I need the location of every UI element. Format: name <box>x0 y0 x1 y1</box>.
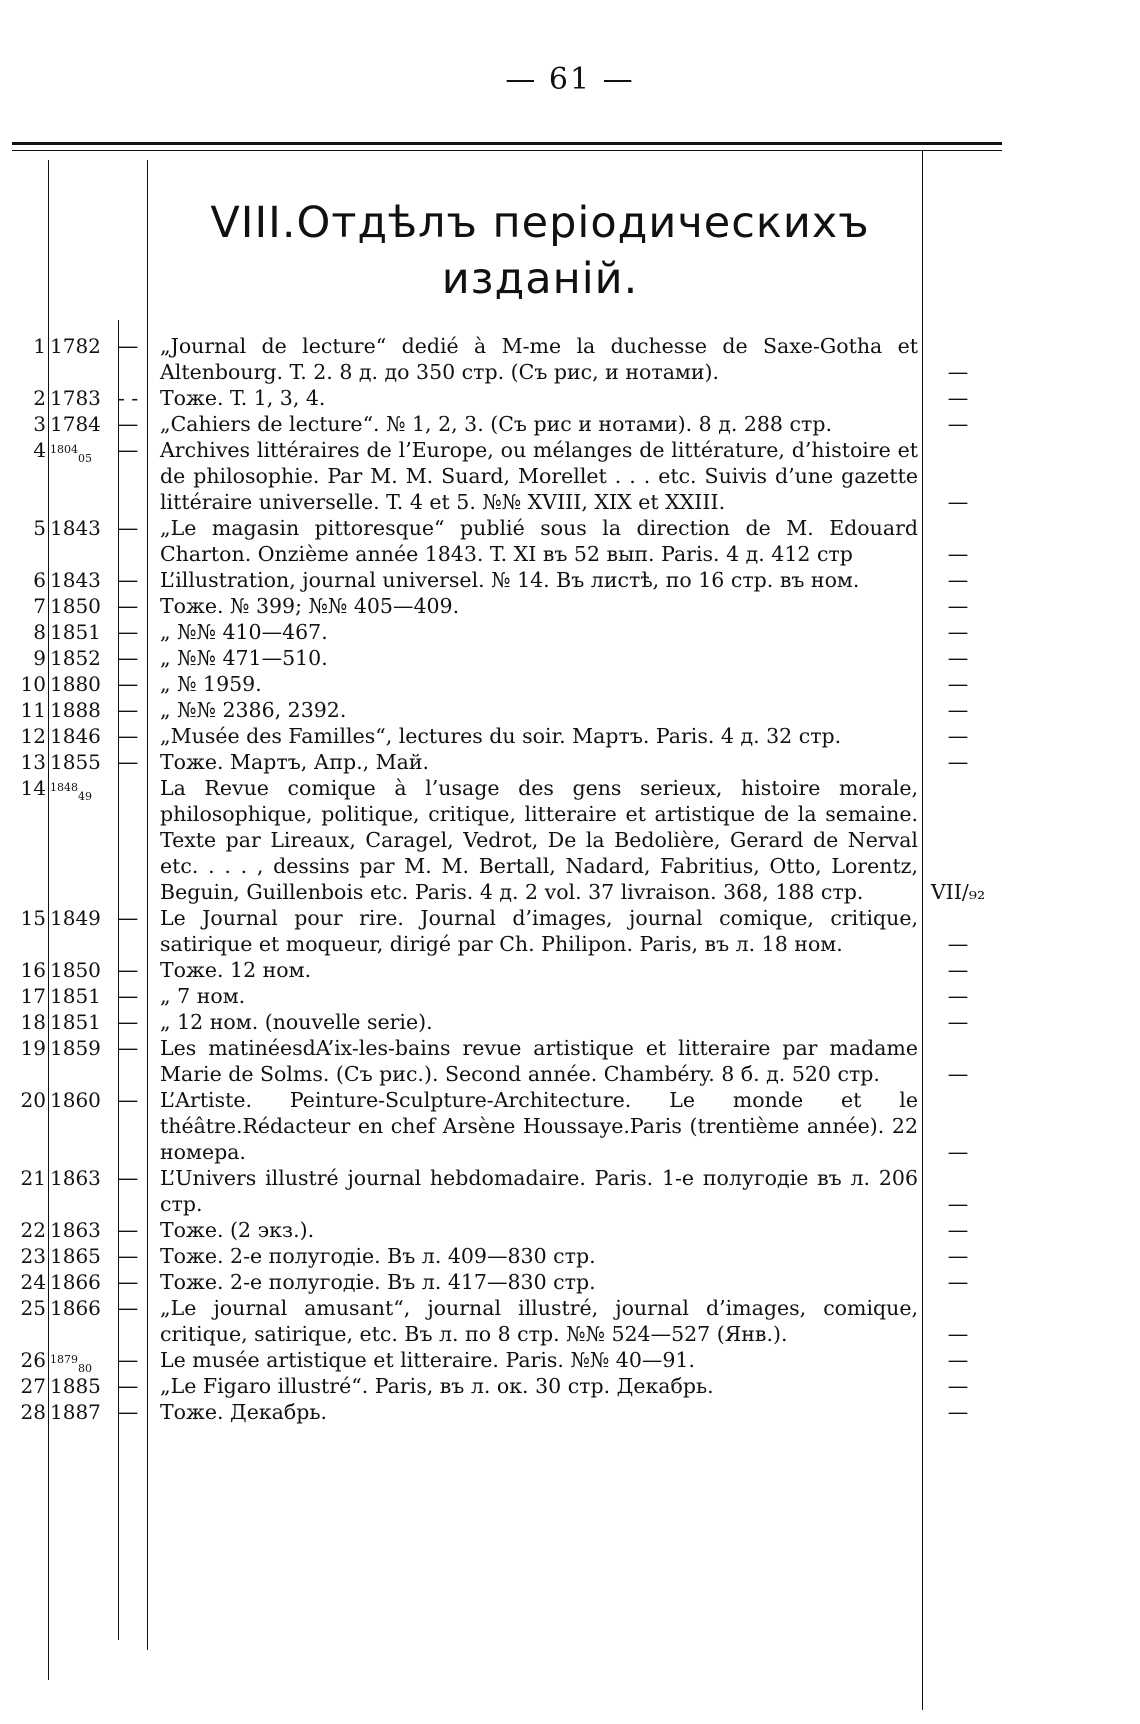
catalog-entry <box>0 1217 1140 1243</box>
entry-year: 1782 <box>50 334 101 358</box>
entry-year: 1863 <box>50 1166 101 1190</box>
entry-number: 28 <box>20 1400 46 1424</box>
entry-description: „Musée des Familles“, lectures du soir. Мартъ. Paris. 4 д. 32 стр. <box>160 724 842 748</box>
entry-shelf-mark: — <box>947 360 969 384</box>
entry-description: „Le Figaro illustré“. Paris, въ л. ок. 30 стр. Декабрь. <box>160 1374 714 1398</box>
section-heading <box>160 195 920 307</box>
page-number: — 61 — <box>505 62 635 97</box>
entry-number: 10 <box>20 672 46 696</box>
catalog-entry <box>0 437 1140 515</box>
entry-shelf-mark: — <box>947 568 969 592</box>
entry-shelf-mark: — <box>947 412 969 436</box>
entry-shelf-mark: — <box>947 1400 969 1424</box>
entry-shelf-mark: — <box>947 958 969 982</box>
entry-dash: — <box>117 334 139 358</box>
catalog-entry <box>0 619 1140 645</box>
entry-year: 1852 <box>50 646 101 670</box>
catalog-entry <box>0 411 1140 437</box>
entry-shelf-mark: — <box>947 1322 969 1346</box>
catalog-entry <box>0 905 1140 957</box>
entry-shelf-mark: — <box>947 750 969 774</box>
entry-shelf-mark: — <box>947 1374 969 1398</box>
entry-year: 1855 <box>50 750 101 774</box>
catalog-entry <box>0 645 1140 671</box>
entry-year: 1843 <box>50 516 101 540</box>
entry-dash: — <box>117 1270 139 1294</box>
catalog-entry <box>0 1035 1140 1087</box>
entry-description: Тоже. T. 1, 3, 4. <box>160 386 326 410</box>
entry-dash: — <box>117 906 139 930</box>
entry-description: Тоже. 2-е полугодіе. Въ л. 417—830 стр. <box>160 1270 596 1294</box>
entry-dash: — <box>117 516 139 540</box>
entry-dash: — <box>117 646 139 670</box>
catalog-entry <box>0 593 1140 619</box>
entry-dash: — <box>117 1348 139 1372</box>
entry-dash: — <box>117 1088 139 1112</box>
entry-description: „Journal de lecture“ dedié à M-me la duchesse de Saxe-Gotha et Altenbourg. T. 2. 8 д. до 350 стр. (Съ рис, и нотами). <box>160 334 918 384</box>
entry-year: $^{1804}_{05}$ <box>50 443 92 465</box>
entry-shelf-mark: — <box>947 724 969 748</box>
catalog-entry <box>0 749 1140 775</box>
entry-number: 9 <box>33 646 46 670</box>
entry-number: 8 <box>33 620 46 644</box>
entry-number: 19 <box>20 1036 46 1060</box>
entry-shelf-mark: — <box>947 1062 969 1086</box>
entry-description: Тоже. № 399; №№ 405—409. <box>160 594 460 618</box>
top-rule <box>12 142 1002 145</box>
entry-shelf-mark: — <box>947 984 969 1008</box>
entry-description: „ №№ 410—467. <box>160 620 328 644</box>
entry-description: „ №№ 471—510. <box>160 646 328 670</box>
entry-number: 15 <box>20 906 46 930</box>
entry-description: Le Journal pour rire. Journal d’images, journal comique, critique, satirique et moqueur, dirigé par Ch. Philipon. Paris, въ л. 18 ном. <box>160 906 918 956</box>
entry-year: 1783 <box>50 386 101 410</box>
entry-shelf-mark: — <box>947 1218 969 1242</box>
entry-number: 26 <box>20 1348 46 1372</box>
entry-year: 1865 <box>50 1244 101 1268</box>
catalog-entry <box>0 1373 1140 1399</box>
entry-shelf-mark: — <box>947 1244 969 1268</box>
catalog-entry <box>0 957 1140 983</box>
catalog-entry <box>0 385 1140 411</box>
top-rule-thin <box>12 150 1002 151</box>
entry-dash: — <box>117 698 139 722</box>
entry-description: „Cahiers de lecture“. № 1, 2, 3. (Съ рис и нотами). 8 д. 288 стр. <box>160 412 832 436</box>
entry-dash: — <box>117 672 139 696</box>
entry-description: Тоже. (2 экз.). <box>160 1218 315 1242</box>
catalog-entry <box>0 983 1140 1009</box>
entry-dash: — <box>117 1166 139 1190</box>
entry-year: 1846 <box>50 724 101 748</box>
entry-shelf-mark: — <box>947 672 969 696</box>
entry-number: 7 <box>33 594 46 618</box>
catalog-entry <box>0 697 1140 723</box>
entry-number: 23 <box>20 1244 46 1268</box>
entry-dash: — <box>117 412 139 436</box>
entry-shelf-mark: VII/₉₂ <box>930 880 986 904</box>
entry-dash: — <box>117 1374 139 1398</box>
entry-year: 1849 <box>50 906 101 930</box>
entry-shelf-mark: — <box>947 594 969 618</box>
entry-dash: — <box>117 1296 139 1320</box>
entry-dash: — <box>117 620 139 644</box>
entry-year: $^{1848}_{49}$ <box>50 781 92 803</box>
entry-number: 13 <box>20 750 46 774</box>
entry-dash: — <box>117 984 139 1008</box>
entry-description: Les matinéesdA’ix-les-bains revue artistique et litteraire par madame Marie de Solms. (Съ рис.). Second année. Chambéry. 8 б. д. 520 стр. <box>160 1036 918 1086</box>
entry-year: 1784 <box>50 412 101 436</box>
catalog-entry <box>0 333 1140 385</box>
entry-shelf-mark: — <box>947 386 969 410</box>
entry-number: 6 <box>33 568 46 592</box>
entry-shelf-mark: — <box>947 646 969 670</box>
entry-description: „Le magasin pittoresque“ publié sous la direction de M. Edouard Charton. Onzième année 1843. T. XI въ 52 вып. Paris. 4 д. 412 стр <box>160 516 918 566</box>
entry-number: 3 <box>33 412 46 436</box>
catalog-entry <box>0 567 1140 593</box>
entry-description: Archives littéraires de l’Europe, ou mélanges de littérature, d’histoire et de philosophie. Par M. M. Suard, Morellet . . . etc. Suivis d’une gazette littéraire universelle. T. 4 et 5. №№ XVIII, XIX et XXIII. <box>160 438 918 514</box>
entry-number: 27 <box>20 1374 46 1398</box>
entry-number: 14 <box>20 776 46 800</box>
entry-year: 1866 <box>50 1270 101 1294</box>
catalog-entry <box>0 1295 1140 1347</box>
entry-year: 1863 <box>50 1218 101 1242</box>
entry-description: Тоже. Мартъ, Апр., Май. <box>160 750 430 774</box>
entry-description: „ №№ 2386, 2392. <box>160 698 347 722</box>
catalog-entry <box>0 1269 1140 1295</box>
entry-year: 1885 <box>50 1374 101 1398</box>
entry-shelf-mark: — <box>947 1348 969 1372</box>
entry-year: 1851 <box>50 1010 101 1034</box>
entry-number: 4 <box>33 438 46 462</box>
catalog-entry <box>0 671 1140 697</box>
entry-dash: — <box>117 1010 139 1034</box>
entry-description: L’Artiste. Peinture-Sculpture-Architecture. Le monde et le théâtre.Rédacteur en chef Arsène Houssaye.Paris (trentième année). 22 номера. <box>160 1088 918 1164</box>
entry-description: „ № 1959. <box>160 672 262 696</box>
entry-number: 5 <box>33 516 46 540</box>
catalog-entry <box>0 1243 1140 1269</box>
catalog-entry <box>0 1165 1140 1217</box>
entry-dash: — <box>117 1218 139 1242</box>
entry-description: La Revue comique à l’usage des gens serieux, histoire morale, philosophique, politique, critique, litteraire et artistique de la semaine. Texte par Lireaux, Caragel, Vedrot, De la Bedolière, Gerard de Nerval etc. . . . , dessins par M. M. Bertall, Nadard, Fabritius, Otto, Lorentz, Beguin, Guillenbois etc. Paris. 4 д. 2 vol. 37 livraison. 368, 188 стр. <box>160 776 918 904</box>
entry-year: 1859 <box>50 1036 101 1060</box>
entry-number: 24 <box>20 1270 46 1294</box>
entry-description: Le musée artistique et litteraire. Paris. №№ 40—91. <box>160 1348 695 1372</box>
entry-shelf-mark: — <box>947 1270 969 1294</box>
entry-year: 1887 <box>50 1400 101 1424</box>
entry-shelf-mark: — <box>947 542 969 566</box>
entry-number: 25 <box>20 1296 46 1320</box>
entry-description: Тоже. 12 ном. <box>160 958 312 982</box>
entry-dash: — <box>117 1400 139 1424</box>
entry-number: 20 <box>20 1088 46 1112</box>
entry-dash: — <box>117 724 139 748</box>
entry-year: 1843 <box>50 568 101 592</box>
entry-dash: — <box>117 594 139 618</box>
catalog-entry <box>0 1399 1140 1425</box>
entry-dash: — <box>117 568 139 592</box>
entry-description: L’illustration, journal universel. № 14. Въ листѣ, по 16 стр. въ ном. <box>160 568 860 592</box>
entry-dash: - - <box>117 386 139 410</box>
entry-shelf-mark: — <box>947 698 969 722</box>
entry-number: 18 <box>20 1010 46 1034</box>
catalog-entry <box>0 1009 1140 1035</box>
entry-dash: — <box>117 1244 139 1268</box>
entry-year: 1850 <box>50 958 101 982</box>
entry-description: „ 12 ном. (nouvelle serie). <box>160 1010 433 1034</box>
entry-shelf-mark: — <box>947 620 969 644</box>
entry-number: 22 <box>20 1218 46 1242</box>
entry-number: 2 <box>33 386 46 410</box>
entry-description: L’Univers illustré journal hebdomadaire. Paris. 1-е полугодіе въ л. 206 стр. <box>160 1166 918 1216</box>
entry-description: Тоже. Декабрь. <box>160 1400 328 1424</box>
entry-description: Тоже. 2-е полугодіе. Въ л. 409—830 стр. <box>160 1244 596 1268</box>
entry-year: 1888 <box>50 698 101 722</box>
entry-year: 1866 <box>50 1296 101 1320</box>
entry-shelf-mark: — <box>947 1010 969 1034</box>
entry-dash: — <box>117 958 139 982</box>
entry-number: 17 <box>20 984 46 1008</box>
catalog-entry <box>0 723 1140 749</box>
entry-dash: — <box>117 1036 139 1060</box>
entry-number: 16 <box>20 958 46 982</box>
catalog-entry <box>0 1347 1140 1373</box>
heading-line-2: изданій. <box>441 254 639 304</box>
entry-number: 1 <box>33 334 46 358</box>
entry-description: „Le journal amusant“, journal illustré, journal d’images, comique, critique, satirique, etc. Въ л. по 8 стр. №№ 524—527 (Янв.). <box>160 1296 918 1346</box>
entry-shelf-mark: — <box>947 1140 969 1164</box>
entry-description: „ 7 ном. <box>160 984 246 1008</box>
entry-number: 11 <box>20 698 46 722</box>
catalog-entry <box>0 515 1140 567</box>
catalog-entry <box>0 775 1140 905</box>
entry-year: 1851 <box>50 620 101 644</box>
entry-number: 12 <box>20 724 46 748</box>
catalog-entries <box>0 333 1140 1425</box>
entry-year: 1860 <box>50 1088 101 1112</box>
heading-line-1: VIII.Отдѣлъ періодическихъ <box>210 198 870 248</box>
entry-year: 1880 <box>50 672 101 696</box>
entry-dash: — <box>117 438 139 462</box>
entry-number: 21 <box>20 1166 46 1190</box>
entry-dash: — <box>117 750 139 774</box>
entry-year: $^{1879}_{80}$ <box>50 1353 92 1375</box>
entry-year: 1851 <box>50 984 101 1008</box>
entry-shelf-mark: — <box>947 490 969 514</box>
catalog-entry <box>0 1087 1140 1165</box>
entry-shelf-mark: — <box>947 1192 969 1216</box>
entry-shelf-mark: — <box>947 932 969 956</box>
entry-year: 1850 <box>50 594 101 618</box>
